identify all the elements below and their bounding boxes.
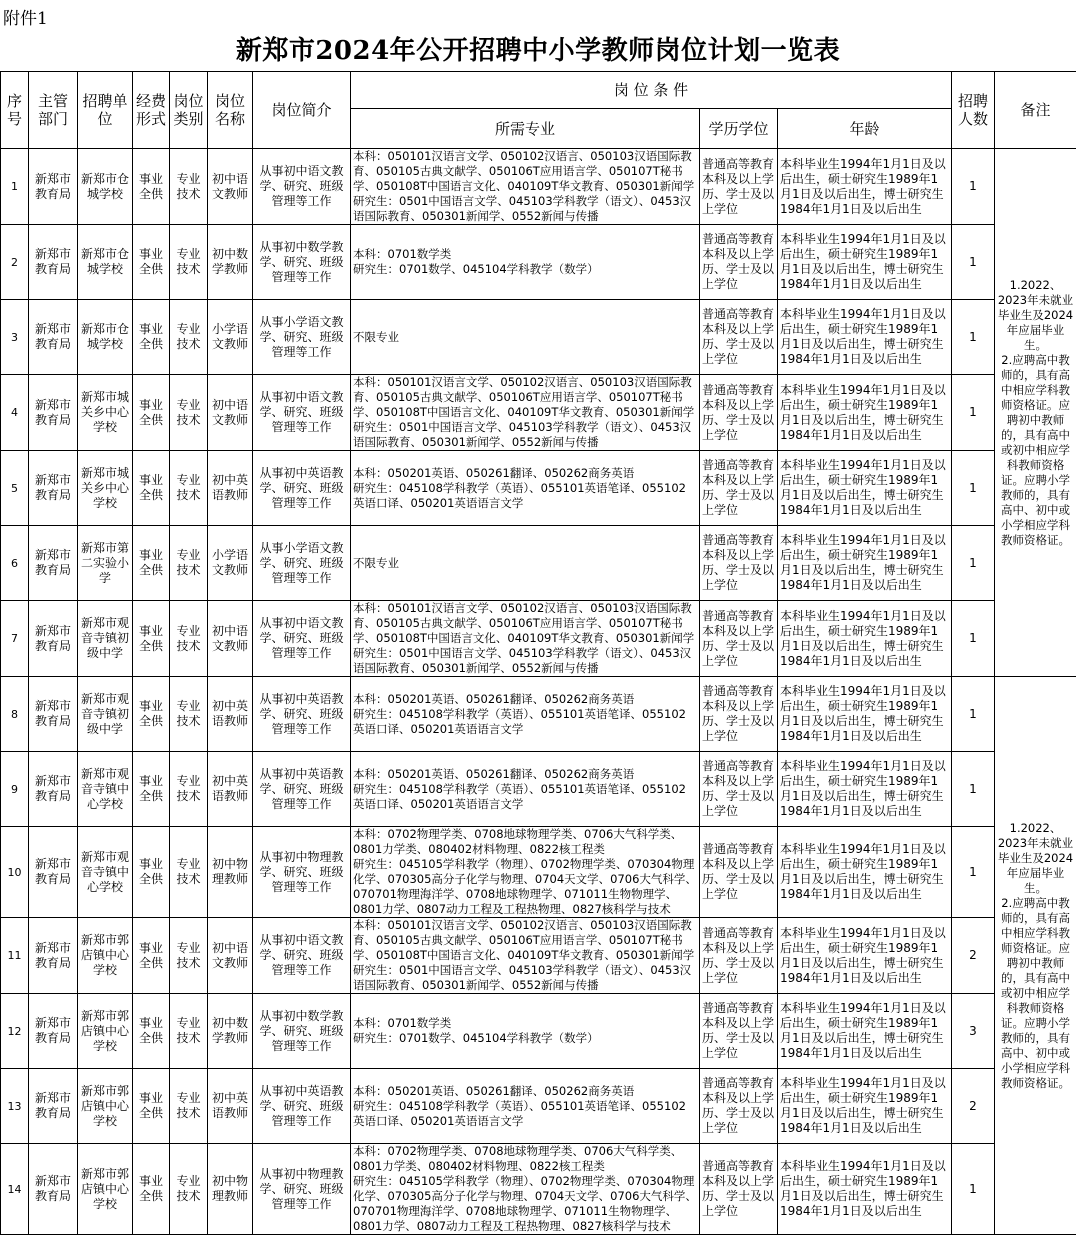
row-age: 本科毕业生1994年1月1日及以后出生，硕士研究生1989年1月1日及以后出生，博士研究生1984年1月1日及以后出生: [778, 994, 952, 1069]
row-seq: 9: [1, 752, 29, 827]
header-seq: 序号: [1, 72, 29, 149]
row-seq: 3: [1, 300, 29, 375]
row-count: 1: [952, 526, 995, 601]
row-category: 专业技术: [170, 752, 208, 827]
table-row: [1, 918, 1076, 994]
row-age: 本科毕业生1994年1月1日及以后出生，硕士研究生1989年1月1日及以后出生，博士研究生1984年1月1日及以后出生: [778, 827, 952, 918]
row-major: 本科：0702物理学类、0708地球物理学类、0706大气科学类、0801力学类、080402材料物理、0822核工程类 研究生：045105学科教学（物理）、0702物理学类、070304物理化学、070305高分子化学与物理、0704天文学、0706大气科学、070701物理海洋学、0708地球物理学、071011生物物理学、0801力学、0807动力工程及工程热物理、0827核科学与技术: [351, 827, 700, 918]
row-category: 专业技术: [170, 225, 208, 300]
row-count: 1: [952, 1144, 995, 1235]
row-category: 专业技术: [170, 1144, 208, 1235]
table-row: [1, 677, 1076, 752]
row-unit: 新郑市城关乡中心学校: [78, 375, 133, 451]
row-category: 专业技术: [170, 601, 208, 677]
row-intro: 从事初中英语教学、研究、班级管理等工作: [253, 1069, 351, 1144]
header-post-name: 岗位名称: [208, 72, 253, 149]
row-count: 3: [952, 994, 995, 1069]
row-category: 专业技术: [170, 827, 208, 918]
row-intro: 从事初中语文教学、研究、班级管理等工作: [253, 149, 351, 225]
row-age: 本科毕业生1994年1月1日及以后出生，硕士研究生1989年1月1日及以后出生，博士研究生1984年1月1日及以后出生: [778, 375, 952, 451]
row-intro: 从事初中语文教学、研究、班级管理等工作: [253, 601, 351, 677]
row-category: 专业技术: [170, 918, 208, 994]
header-count: 招聘人数: [952, 72, 995, 149]
attachment-label: 附件1: [3, 4, 48, 29]
row-unit: 新郑市观音寺镇中心学校: [78, 827, 133, 918]
row-dept: 新郑市教育局: [29, 677, 78, 752]
row-post-name: 初中英语教师: [208, 677, 253, 752]
row-major: 本科：050101汉语言文学、050102汉语言、050103汉语国际教育、050105古典文献学、050106T应用语言学、050107T秘书学、050108T中国语言文化、040109T华文教育、050301新闻学 研究生：0501中国语言文学、045103学科教学（语文）、0453汉语国际教育、050301新闻学、0552新闻与传播: [351, 375, 700, 451]
row-age: 本科毕业生1994年1月1日及以后出生，硕士研究生1989年1月1日及以后出生，博士研究生1984年1月1日及以后出生: [778, 918, 952, 994]
row-count: 1: [952, 451, 995, 526]
row-major: 本科：050201英语、050261翻译、050262商务英语 研究生：045108学科教学（英语）、055101英语笔译、055102英语口译、050201英语语言文学: [351, 677, 700, 752]
row-age: 本科毕业生1994年1月1日及以后出生，硕士研究生1989年1月1日及以后出生，博士研究生1984年1月1日及以后出生: [778, 451, 952, 526]
row-intro: 从事初中英语教学、研究、班级管理等工作: [253, 752, 351, 827]
row-funding: 事业全供: [133, 149, 170, 225]
row-seq: 8: [1, 677, 29, 752]
row-count: 1: [952, 149, 995, 225]
row-count: 1: [952, 375, 995, 451]
row-age: 本科毕业生1994年1月1日及以后出生，硕士研究生1989年1月1日及以后出生，博士研究生1984年1月1日及以后出生: [778, 752, 952, 827]
row-category: 专业技术: [170, 677, 208, 752]
header-major: 所需专业: [351, 109, 700, 149]
header-conditions: 岗 位 条 件: [351, 72, 952, 109]
row-funding: 事业全供: [133, 300, 170, 375]
row-count: 1: [952, 300, 995, 375]
row-intro: 从事初中英语教学、研究、班级管理等工作: [253, 451, 351, 526]
row-intro: 从事初中英语教学、研究、班级管理等工作: [253, 677, 351, 752]
row-funding: 事业全供: [133, 601, 170, 677]
row-dept: 新郑市教育局: [29, 300, 78, 375]
row-category: 专业技术: [170, 375, 208, 451]
header-remark: 备注: [995, 72, 1076, 149]
row-count: 1: [952, 752, 995, 827]
row-degree: 普通高等教育本科及以上学历、学士及以上学位: [700, 827, 778, 918]
row-post-name: 初中英语教师: [208, 752, 253, 827]
table-row: [1, 225, 1076, 300]
header-funding: 经费形式: [133, 72, 170, 149]
row-funding: 事业全供: [133, 827, 170, 918]
row-funding: 事业全供: [133, 451, 170, 526]
row-dept: 新郑市教育局: [29, 375, 78, 451]
row-intro: 从事初中数学教学、研究、班级管理等工作: [253, 994, 351, 1069]
row-post-name: 初中物理教师: [208, 827, 253, 918]
table-row: [1, 451, 1076, 526]
row-age: 本科毕业生1994年1月1日及以后出生，硕士研究生1989年1月1日及以后出生，博士研究生1984年1月1日及以后出生: [778, 1069, 952, 1144]
row-post-name: 小学语文教师: [208, 526, 253, 601]
row-unit: 新郑市城关乡中心学校: [78, 451, 133, 526]
row-age: 本科毕业生1994年1月1日及以后出生，硕士研究生1989年1月1日及以后出生，博士研究生1984年1月1日及以后出生: [778, 677, 952, 752]
row-seq: 14: [1, 1144, 29, 1235]
page-title: 新郑市2024年公开招聘中小学教师岗位计划一览表: [0, 30, 1076, 67]
row-post-name: 初中语文教师: [208, 149, 253, 225]
row-unit: 新郑市观音寺镇中心学校: [78, 752, 133, 827]
row-funding: 事业全供: [133, 1069, 170, 1144]
row-category: 专业技术: [170, 300, 208, 375]
row-remark: 1.2022、2023年未就业毕业生及2024年应届毕业生。 2.应聘高中教师的，具有高中相应学科教师资格证。应聘初中教师的，具有高中或初中相应学科教师资格证。应聘小学教师的，具有高中、初中或小学相应学科教师资格证。: [995, 677, 1076, 1235]
row-post-name: 小学语文教师: [208, 300, 253, 375]
recruitment-table: [0, 71, 1076, 1235]
row-degree: 普通高等教育本科及以上学历、学士及以上学位: [700, 994, 778, 1069]
row-unit: 新郑市第二实验小学: [78, 526, 133, 601]
row-intro: 从事小学语文教学、研究、班级管理等工作: [253, 300, 351, 375]
row-funding: 事业全供: [133, 677, 170, 752]
row-major: 本科：050101汉语言文学、050102汉语言、050103汉语国际教育、050105古典文献学、050106T应用语言学、050107T秘书学、050108T中国语言文化、040109T华文教育、050301新闻学 研究生：0501中国语言文学、045103学科教学（语文）、0453汉语国际教育、050301新闻学、0552新闻与传播: [351, 601, 700, 677]
row-age: 本科毕业生1994年1月1日及以后出生，硕士研究生1989年1月1日及以后出生，博士研究生1984年1月1日及以后出生: [778, 225, 952, 300]
row-degree: 普通高等教育本科及以上学历、学士及以上学位: [700, 752, 778, 827]
table-row: [1, 752, 1076, 827]
row-dept: 新郑市教育局: [29, 994, 78, 1069]
row-category: 专业技术: [170, 994, 208, 1069]
row-count: 1: [952, 677, 995, 752]
row-seq: 1: [1, 149, 29, 225]
row-degree: 普通高等教育本科及以上学历、学士及以上学位: [700, 601, 778, 677]
row-category: 专业技术: [170, 149, 208, 225]
row-degree: 普通高等教育本科及以上学历、学士及以上学位: [700, 1069, 778, 1144]
row-funding: 事业全供: [133, 375, 170, 451]
row-intro: 从事初中语文教学、研究、班级管理等工作: [253, 375, 351, 451]
row-unit: 新郑市郭店镇中心学校: [78, 1144, 133, 1235]
row-degree: 普通高等教育本科及以上学历、学士及以上学位: [700, 677, 778, 752]
row-funding: 事业全供: [133, 994, 170, 1069]
row-seq: 13: [1, 1069, 29, 1144]
row-unit: 新郑市郭店镇中心学校: [78, 918, 133, 994]
row-age: 本科毕业生1994年1月1日及以后出生，硕士研究生1989年1月1日及以后出生，博士研究生1984年1月1日及以后出生: [778, 300, 952, 375]
table-row: [1, 300, 1076, 375]
row-degree: 普通高等教育本科及以上学历、学士及以上学位: [700, 1144, 778, 1235]
header-age: 年龄: [778, 109, 952, 149]
row-post-name: 初中物理教师: [208, 1144, 253, 1235]
header-intro: 岗位简介: [253, 72, 351, 149]
row-unit: 新郑市郭店镇中心学校: [78, 994, 133, 1069]
row-post-name: 初中数学教师: [208, 994, 253, 1069]
row-post-name: 初中英语教师: [208, 1069, 253, 1144]
row-post-name: 初中语文教师: [208, 601, 253, 677]
table-row: [1, 601, 1076, 677]
row-age: 本科毕业生1994年1月1日及以后出生，硕士研究生1989年1月1日及以后出生，博士研究生1984年1月1日及以后出生: [778, 149, 952, 225]
row-degree: 普通高等教育本科及以上学历、学士及以上学位: [700, 451, 778, 526]
row-degree: 普通高等教育本科及以上学历、学士及以上学位: [700, 526, 778, 601]
row-seq: 11: [1, 918, 29, 994]
row-count: 2: [952, 918, 995, 994]
row-seq: 2: [1, 225, 29, 300]
row-age: 本科毕业生1994年1月1日及以后出生，硕士研究生1989年1月1日及以后出生，博士研究生1984年1月1日及以后出生: [778, 601, 952, 677]
table-row: [1, 1069, 1076, 1144]
row-count: 1: [952, 225, 995, 300]
row-major: 本科：0701数学类 研究生：0701数学、045104学科教学（数学）: [351, 994, 700, 1069]
row-category: 专业技术: [170, 1069, 208, 1144]
row-age: 本科毕业生1994年1月1日及以后出生，硕士研究生1989年1月1日及以后出生，博士研究生1984年1月1日及以后出生: [778, 1144, 952, 1235]
row-unit: 新郑市观音寺镇初级中学: [78, 677, 133, 752]
row-degree: 普通高等教育本科及以上学历、学士及以上学位: [700, 375, 778, 451]
row-unit: 新郑市仓城学校: [78, 300, 133, 375]
row-intro: 从事初中语文教学、研究、班级管理等工作: [253, 918, 351, 994]
header-category: 岗位类别: [170, 72, 208, 149]
row-count: 1: [952, 601, 995, 677]
row-degree: 普通高等教育本科及以上学历、学士及以上学位: [700, 149, 778, 225]
row-funding: 事业全供: [133, 526, 170, 601]
row-intro: 从事初中数学教学、研究、班级管理等工作: [253, 225, 351, 300]
row-category: 专业技术: [170, 526, 208, 601]
row-dept: 新郑市教育局: [29, 752, 78, 827]
row-seq: 10: [1, 827, 29, 918]
row-dept: 新郑市教育局: [29, 149, 78, 225]
table-row: [1, 375, 1076, 451]
row-major: 本科：0702物理学类、0708地球物理学类、0706大气科学类、0801力学类、080402材料物理、0822核工程类 研究生：045105学科教学（物理）、0702物理学类、070304物理化学、070305高分子化学与物理、0704天文学、0706大气科学、070701物理海洋学、0708地球物理学、071011生物物理学、0801力学、0807动力工程及工程热物理、0827核科学与技术: [351, 1144, 700, 1235]
row-post-name: 初中语文教师: [208, 918, 253, 994]
row-seq: 12: [1, 994, 29, 1069]
row-post-name: 初中语文教师: [208, 375, 253, 451]
row-dept: 新郑市教育局: [29, 1144, 78, 1235]
row-major: 不限专业: [351, 300, 700, 375]
row-age: 本科毕业生1994年1月1日及以后出生，硕士研究生1989年1月1日及以后出生，博士研究生1984年1月1日及以后出生: [778, 526, 952, 601]
row-dept: 新郑市教育局: [29, 918, 78, 994]
table-row: [1, 827, 1076, 918]
row-major: 本科：050201英语、050261翻译、050262商务英语 研究生：045108学科教学（英语）、055101英语笔译、055102英语口译、050201英语语言文学: [351, 1069, 700, 1144]
header-unit: 招聘单位: [78, 72, 133, 149]
row-dept: 新郑市教育局: [29, 601, 78, 677]
row-major: 本科：050201英语、050261翻译、050262商务英语 研究生：045108学科教学（英语）、055101英语笔译、055102英语口译、050201英语语言文学: [351, 752, 700, 827]
row-dept: 新郑市教育局: [29, 827, 78, 918]
row-degree: 普通高等教育本科及以上学历、学士及以上学位: [700, 225, 778, 300]
row-dept: 新郑市教育局: [29, 526, 78, 601]
row-major: 本科：0701数学类 研究生：0701数学、045104学科教学（数学）: [351, 225, 700, 300]
table-row: [1, 994, 1076, 1069]
row-dept: 新郑市教育局: [29, 225, 78, 300]
row-seq: 4: [1, 375, 29, 451]
row-unit: 新郑市仓城学校: [78, 225, 133, 300]
row-intro: 从事初中物理教学、研究、班级管理等工作: [253, 1144, 351, 1235]
row-remark: 1.2022、2023年未就业毕业生及2024年应届毕业生。 2.应聘高中教师的，具有高中相应学科教师资格证。应聘初中教师的，具有高中或初中相应学科教师资格证。应聘小学教师的，具有高中、初中或小学相应学科教师资格证。: [995, 149, 1076, 677]
row-unit: 新郑市郭店镇中心学校: [78, 1069, 133, 1144]
row-intro: 从事小学语文教学、研究、班级管理等工作: [253, 526, 351, 601]
row-major: 不限专业: [351, 526, 700, 601]
table-row: [1, 1144, 1076, 1235]
table-row: [1, 526, 1076, 601]
header-degree: 学历学位: [700, 109, 778, 149]
row-funding: 事业全供: [133, 225, 170, 300]
row-major: 本科：050101汉语言文学、050102汉语言、050103汉语国际教育、050105古典文献学、050106T应用语言学、050107T秘书学、050108T中国语言文化、040109T华文教育、050301新闻学 研究生：0501中国语言文学、045103学科教学（语文）、0453汉语国际教育、050301新闻学、0552新闻与传播: [351, 149, 700, 225]
row-dept: 新郑市教育局: [29, 1069, 78, 1144]
row-funding: 事业全供: [133, 1144, 170, 1235]
row-dept: 新郑市教育局: [29, 451, 78, 526]
row-seq: 7: [1, 601, 29, 677]
row-major: 本科：050101汉语言文学、050102汉语言、050103汉语国际教育、050105古典文献学、050106T应用语言学、050107T秘书学、050108T中国语言文化、040109T华文教育、050301新闻学 研究生：0501中国语言文学、045103学科教学（语文）、0453汉语国际教育、050301新闻学、0552新闻与传播: [351, 918, 700, 994]
row-seq: 5: [1, 451, 29, 526]
row-post-name: 初中数学教师: [208, 225, 253, 300]
row-unit: 新郑市仓城学校: [78, 149, 133, 225]
header-dept: 主管部门: [29, 72, 78, 149]
table-row: [1, 149, 1076, 225]
row-count: 2: [952, 1069, 995, 1144]
row-count: 1: [952, 827, 995, 918]
row-degree: 普通高等教育本科及以上学历、学士及以上学位: [700, 918, 778, 994]
row-unit: 新郑市观音寺镇初级中学: [78, 601, 133, 677]
row-funding: 事业全供: [133, 918, 170, 994]
row-degree: 普通高等教育本科及以上学历、学士及以上学位: [700, 300, 778, 375]
row-category: 专业技术: [170, 451, 208, 526]
row-post-name: 初中英语教师: [208, 451, 253, 526]
row-major: 本科：050201英语、050261翻译、050262商务英语 研究生：045108学科教学（英语）、055101英语笔译、055102英语口译、050201英语语言文学: [351, 451, 700, 526]
row-funding: 事业全供: [133, 752, 170, 827]
row-intro: 从事初中物理教学、研究、班级管理等工作: [253, 827, 351, 918]
row-seq: 6: [1, 526, 29, 601]
